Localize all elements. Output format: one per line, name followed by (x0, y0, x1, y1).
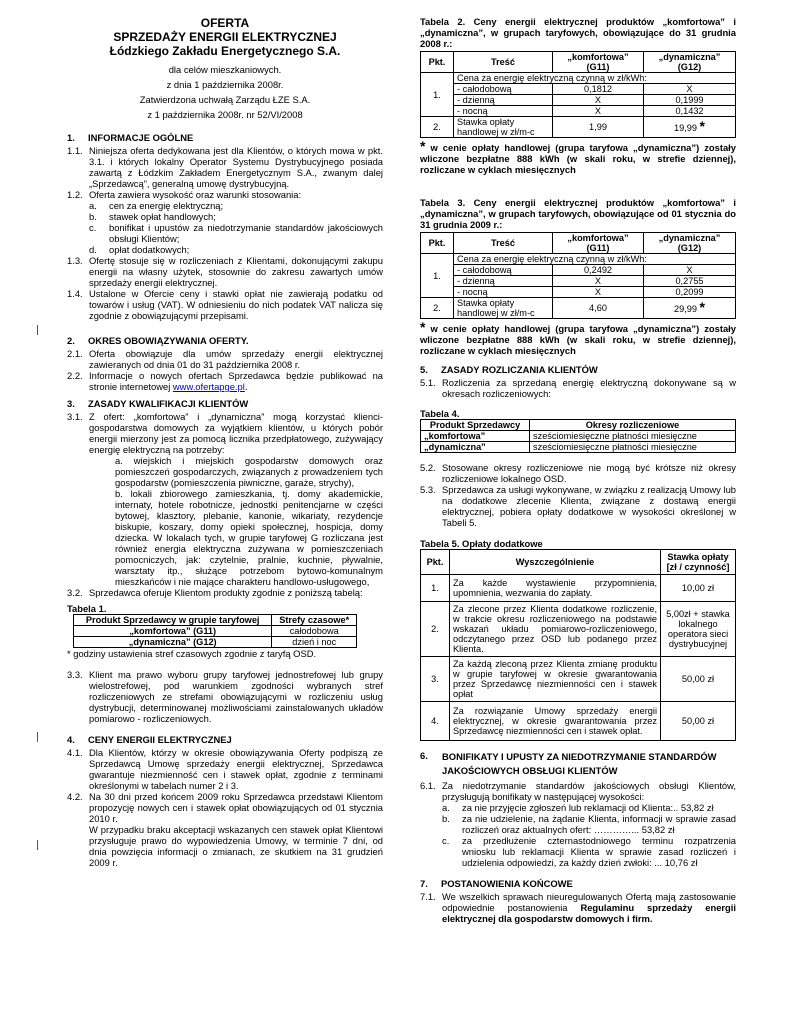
paragraph: 4.1. Dla Klientów, którzy w okresie obowiązywania Oferty podpiszą ze Sprzedawcą Umowę sprzedaży energii elektrycznej, Sprzedawca gwarantuje niezmienność cen i stawek opłat, zgodnie z terminami określonymi w tabelach numer 2 i 3. (67, 747, 383, 791)
table-row: 3. Za każdą zleconą przez Klienta zmianę produktu w grupie taryfowej w okresie gwarantowania przez Sprzedawcę niezmienności cen i stawek opłat 50,00 zł (421, 657, 736, 702)
table-5: Pkt. Wyszczególnienie Stawka opłaty [zł / czynność] 1. Za każde wystawienie przypomnienia, upomnienia, wezwania do zapłaty. 10,00 zł 2. Za zlecone przez Klienta dodatkowe rozliczenie, w trakcie okresu rozliczeniowego na podstawie wskazań układu pomiarowo-rozliczeniowego, odczytanego przez OSD lub podanego przez Klienta. 5,00zł + stawka lokalnego operatora sieci dystrybucyjnej 3. Za każdą zleconą przez Klienta zmianę produktu w grupie taryfowej w okresie gwarantowania przez Sprzedawcę niezmienności cen i stawek opłat 50,00 zł 4. Za rozwiązanie Umowy sprzedaży energii elektrycznej, w okresie gwarantowania przez Sprzedawcę niezmienności cen i stawek opłat. 50,00 zł (420, 549, 736, 741)
table-row: - dzienną X 0,2755 (421, 276, 736, 287)
table-row: - nocną X 0,1432 (421, 106, 736, 117)
doc-approval: Zatwierdzona uchwałą Zarządu ŁZE S.A. (139, 94, 311, 105)
table-row: 2. Stawka opłaty handlowej w zł/m-c 1,99 19,99 * (421, 117, 736, 138)
paragraph: 4.2. Na 30 dni przed końcem 2009 roku Sprzedawca przedstawi Klientom propozycję nowych cen i stawek opłat obowiązujących od 01 stycznia 2010 r. W przypadku braku akceptacji wskazanych cen stawek opłat Klientowi przysługuje prawo do wypowiedzenia Umowy, w terminie 7 dni, od dnia powzięcia informacji o zmianach, ze skutkiem na 31 grudzień 2009 r. (67, 791, 383, 868)
list-item: a. cen za energię elektryczną; (89, 200, 224, 211)
section-heading: 3. ZASADY KWALIFIKACJI KLIENTÓW (67, 398, 249, 409)
section-heading: 7. POSTANOWIENIA KOŃCOWE (420, 878, 573, 889)
table-1 (73, 614, 357, 648)
list-item: b. lokali zbiorowego zamieszkania, tj. domy akademickie, internaty, hotele robotnicze, jednostki penitencjarne w części bytowej, klasztory, plebanie, kanonie, wikariaty, rezydencje biskupie, koszary, domy opieki społecznej, hospicja, domy dziecka. W lokalach tych, w grupie taryfowej G rozliczana jest również energia elektryczna zużywana w pomieszczeniach pomocniczych, jak: czytelnie, pralnie, kuchnie, pływalnie, warsztaty itp., służące potrzebom bytowo-komunalnym mieszkańców i nie mające charakteru handlowo-usługowego, (115, 488, 383, 587)
table-footnote: * w cenie opłaty handlowej (grupa taryfowa „dynamiczna”) zostały wliczone bezpłatne 888 kWh (w skali roku, w strefie dziennej), rozliczane w cyklach miesięcznych (420, 319, 736, 356)
list-item: a. za nie przyjęcie zgłoszeń lub reklamacji od Klienta:.. 53,82 zł (442, 802, 714, 813)
asterisk: * (699, 118, 705, 134)
table-row: 4. Za rozwiązanie Umowy sprzedaży energii elektrycznej, w okresie gwarantowania przez Sprzedawcę niezmienności cen i stawek opłat. 50,00 zł (421, 702, 736, 741)
table-caption: Tabela 2. Ceny energii elektrycznej produktów „komfortowa” i „dynamiczna”, w grupach taryfowych, obowiązujące do 31 grudnia 2008 r.: (420, 16, 736, 49)
table-row: 1. Cena za energię elektryczną czynną w zł/kWh: (421, 254, 736, 265)
table-row: 2. Za zlecone przez Klienta dodatkowe rozliczenie, w trakcie okresu rozliczeniowego na podstawie wskazań układu pomiarowo-rozliczeniowego, odczytanego przez OSD lub podanego przez Klienta. 5,00zł + stawka lokalnego operatora sieci dystrybucyjnej (421, 602, 736, 657)
change-bar (37, 732, 38, 742)
table-row: 1. Cena za energię elektryczną czynną w zł/kWh: (421, 73, 736, 84)
table-2: Pkt. Treść „komfortowa” (G11) „dynamiczna” (G12) 1. Cena za energię elektryczną czynną w zł/kWh: - całodobową 0,1812 X - dzienną X 0,1999 - nocną X 0,1432 2. Stawka opłaty handlowej w zł/m-c 1,99 19,99 * (420, 51, 736, 138)
table-footnote: * w cenie opłaty handlowej (grupa taryfowa „dynamiczna”) zostały wliczone bezpłatne 888 kWh (w skali roku, w strefie dziennej), rozliczane w cyklach miesięcznych (420, 138, 736, 175)
paragraph: 7.1. We wszelkich sprawach nieuregulowanych Ofertą mają zastosowanie odpowiednie postanowienia Regulaminu sprzedaży energii elektrycznej dla gospodarstw domowych i firm. (420, 891, 736, 924)
table-header: Strefy czasowe* (272, 615, 357, 626)
table-row: 2. Stawka opłaty handlowej w zł/m-c 4,60 29,99 * (421, 298, 736, 319)
section-heading: 6. BONIFIKATY I UPUSTY ZA NIEDOTRZYMANIE STANDARDÓW JAKOŚCIOWYCH OBSŁUGI KLIENTÓW (420, 750, 717, 776)
section-heading: 1. INFORMACJE OGÓLNE (67, 132, 194, 143)
paragraph: 6.1. Za niedotrzymanie standardów jakościowych obsługi Klientów, przysługują bonifikaty w następującej wysokości: (420, 780, 736, 802)
paragraph: 1.3. Ofertę stosuje się w rozliczeniach z Klientami, dokonującymi zakupu energii na własny użytek, stosownie do zakresu zawartych umów sprzedaży energii elektrycznej. (67, 255, 383, 288)
section-heading: 5. ZASADY ROZLICZANIA KLIENTÓW (420, 364, 598, 375)
change-bar (37, 325, 38, 335)
table-row: - całodobową 0,2492 X (421, 265, 736, 276)
table-row: - całodobową 0,1812 X (421, 84, 736, 95)
table-row: - dzienną X 0,1999 (421, 95, 736, 106)
paragraph: 2.2. Informacje o nowych ofertach Sprzedawca będzie publikować na stronie internetowej www.ofertapge.pl. (67, 370, 383, 392)
table-4: Produkt Sprzedawcy Okresy rozliczeniowe „komfortowa” sześciomiesięczne płatności miesięczne „dynamiczna” sześciomiesięczne płatności miesięczne (420, 419, 736, 453)
table-header: Produkt Sprzedawcy w grupie taryfowej (74, 615, 272, 626)
table-row: „komfortowa” sześciomiesięczne płatności miesięczne (421, 431, 736, 442)
list-item: c. za przedłużenie czternastodniowego terminu rozpatrzenia wniosku lub reklamacji Klienta w sprawie zasad rozliczeń i udzielenia odpowiedzi, za każdy dzień zwłoki: ... 10,76 zł (442, 835, 736, 868)
table-row: „dynamiczna” sześciomiesięczne płatności miesięczne (421, 442, 736, 453)
doc-title: Łódzkiego Zakładu Energetycznego S.A. (109, 44, 341, 58)
website-link[interactable]: www.ofertapge.pl (172, 381, 245, 392)
paragraph: 3.1. Z ofert: „komfortowa” i „dynamiczna” mogą korzystać klienci-gospodarstwa domowych za wyjątkiem klientów, u których pobór energii mierzony jest za pomocą licznika przedpłatowego, zużywający energię elektryczną na potrzeby: (67, 411, 383, 455)
change-bar (37, 840, 38, 850)
paragraph: 1.1. Niniejsza oferta dedykowana jest dla Klientów, o których mowa w pkt. 3.1. i których lokalny Operator Systemu Dystrybucyjnego posiada zawartą z Łódzkim Zakładem Energetycznym S.A., zwanym dalej „Sprzedawcą”, generalną umowę dystrybucyjną. (67, 145, 383, 189)
table-caption: Tabela 5. Opłaty dodatkowe (420, 538, 543, 549)
list-item: d. opłat dodatkowych; (89, 244, 190, 255)
paragraph: 5.2. Stosowane okresy rozliczeniowe nie mogą być krótsze niż okresy rozliczeniowe lokalnego OSD. (420, 462, 736, 484)
paragraph: 3.3. Klient ma prawo wyboru grupy taryfowej jednostrefowej lub grupy wielostrefowej, pod warunkiem zgodności wybranych stref rozliczeniowych ze strefami obowiązującymi w rozliczeniu usług dystrybucji, determinowanej możliwościami zainstalowanych układów pomiarowo - rozliczeniowych. (67, 669, 383, 724)
paragraph: 2.1. Oferta obowiązuje dla umów sprzedaży energii elektrycznej zawieranych od dnia 01 do 31 października 2008 r. (67, 348, 383, 370)
doc-subtitle: dla celów mieszkaniowych. (168, 64, 282, 75)
doc-date: z dnia 1 października 2008r. (166, 79, 284, 90)
table-row: „dynamiczna” (G12) dzień i noc (74, 637, 357, 648)
table-row: - nocną X 0,2099 (421, 287, 736, 298)
paragraph: 5.1. Rozliczenia za sprzedaną energię elektryczną dokonywane są w okresach rozliczeniowych: (420, 377, 736, 399)
left-column (67, 16, 383, 868)
table-note: * godziny ustawienia stref czasowych zgodnie z taryfą OSD. (67, 648, 317, 659)
list-item: b. za nie udzielenie, na żądanie Klienta, informacji w sprawie zasad rozliczeń oraz aktualnych ofert: …………... 53,82 zł (442, 813, 736, 835)
right-column (420, 16, 736, 924)
section-heading: 2. OKRES OBOWIĄZYWANIA OFERTY. (67, 335, 249, 346)
table-3: Pkt. Treść „komfortowa” (G11) „dynamiczna” (G12) 1. Cena za energię elektryczną czynną w zł/kWh: - całodobową 0,2492 X - dzienną X 0,2755 - nocną X 0,2099 2. Stawka opłaty handlowej w zł/m-c 4,60 29,99 * (420, 232, 736, 319)
asterisk: * (699, 299, 705, 315)
doc-title: OFERTA (200, 16, 250, 30)
list-item: a. wiejskich i miejskich gospodarstw domowych oraz pomieszczeń gospodarczych, związanych z prowadzeniem tych gospodarstw (pomieszczenia piwniczne, garaże, strychy), (115, 455, 383, 488)
doc-title: SPRZEDAŻY ENERGII ELEKTRYCZNEJ (113, 30, 337, 44)
doc-approval-date: z 1 października 2008r. nr 52/VI/2008 (147, 109, 303, 120)
paragraph: 5.3. Sprzedawca za usługi wykonywane, w związku z realizacją Umowy lub na dodatkowe zlecenie Klienta, związane z dostawą energii elektrycznej, pobiera opłaty dodatkowe w wysokości określonej w Tabeli 5. (420, 484, 736, 528)
table-caption: Tabela 4. (420, 408, 460, 419)
table-caption: Tabela 3. Ceny energii elektrycznej produktów „komfortowa” i „dynamiczna”, w grupach taryfowych, obowiązujące od 01 stycznia do 31 grudnia 2009 r.: (420, 197, 736, 230)
section-heading: 4. CENY ENERGII ELEKTRYCZNEJ (67, 734, 232, 745)
list-item: c. bonifikat i upustów za niedotrzymanie standardów jakościowych obsługi Klientów; (89, 222, 383, 244)
table-row: 1. Za każde wystawienie przypomnienia, upomnienia, wezwania do zapłaty. 10,00 zł (421, 575, 736, 602)
paragraph: 1.4. Ustalone w Ofercie ceny i stawki opłat nie zawierają podatku od towarów i usług (VAT). W odniesieniu do nich podatek VAT nalicza się zgodnie z obowiązującymi przepisami. (67, 288, 383, 321)
list-item: b. stawek opłat handlowych; (89, 211, 216, 222)
table-caption: Tabela 1. (67, 603, 107, 614)
paragraph: 1.2. Oferta zawiera wysokość oraz warunki stosowania: (67, 189, 302, 200)
paragraph: 3.2. Sprzedawca oferuje Klientom produkty zgodnie z poniższą tabelą: (67, 587, 363, 598)
table-row: „komfortowa” (G11) całodobowa (74, 626, 357, 637)
